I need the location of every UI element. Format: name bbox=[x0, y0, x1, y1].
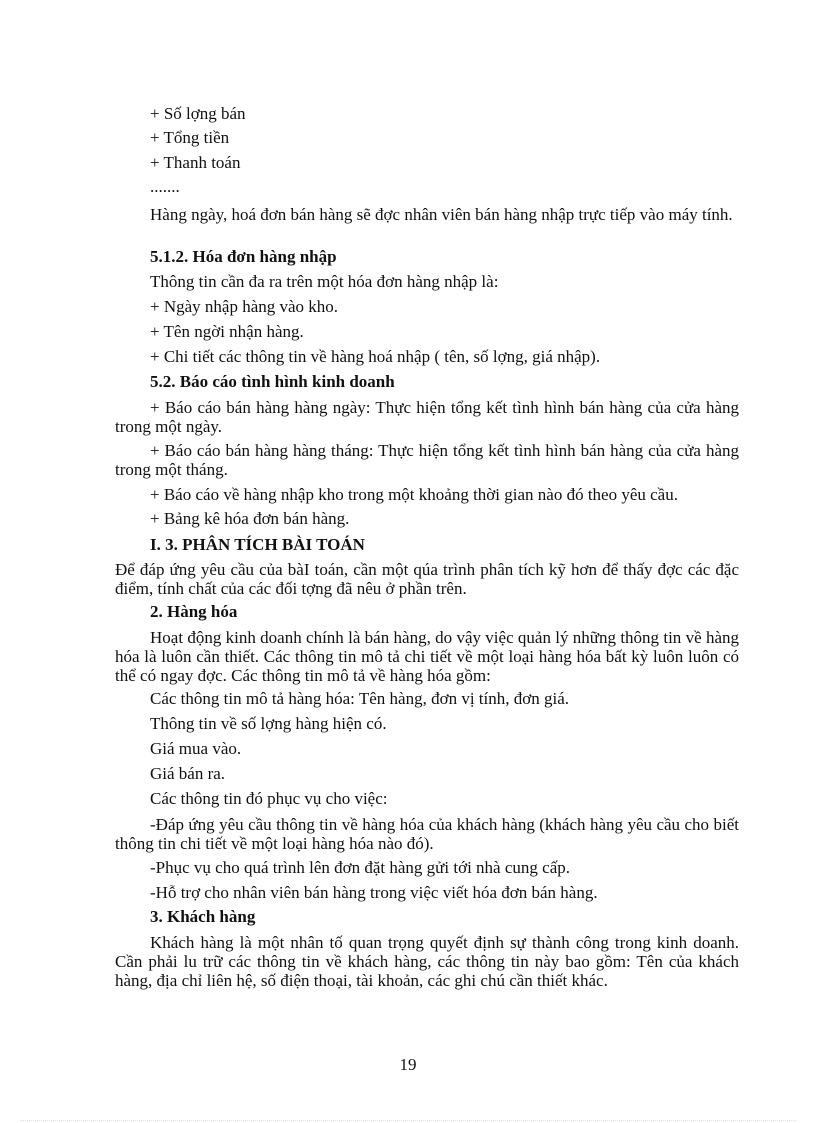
paragraph: Giá bán ra. bbox=[150, 764, 226, 783]
paragraph: Các thông tin mô tả hàng hóa: Tên hàng, đơn vị tính, đơn giá. bbox=[150, 689, 569, 708]
paragraph: Giá mua vào. bbox=[150, 739, 242, 758]
paragraph: -Đáp ứng yêu cầu thông tin về hàng hóa của khách hàng (khách hàng yêu cầu cho biết thông tin chi tiết về một loại hàng hóa nào đó). bbox=[115, 815, 739, 853]
list-item: + Tổng tiền bbox=[150, 128, 230, 147]
list-item: + Chi tiết các thông tin về hàng hoá nhập ( tên, số lợng, giá nhập). bbox=[150, 347, 601, 366]
list-item: + Ngày nhập hàng vào kho. bbox=[150, 297, 339, 316]
section-heading: 5.1.2. Hóa đơn hàng nhập bbox=[150, 247, 337, 266]
paragraph: Hàng ngày, hoá đơn bán hàng sẽ đợc nhân viên bán hàng nhập trực tiếp vào máy tính. bbox=[150, 205, 733, 224]
list-item: + Thanh toán bbox=[150, 153, 241, 172]
section-heading: 2. Hàng hóa bbox=[150, 602, 238, 621]
paragraph: Để đáp ứng yêu cầu của bàI toán, cần một qúa trình phân tích kỹ hơn để thấy đợc các đặc điểm, tính chất của các đối tợng đã nêu ở phần trên. bbox=[115, 560, 739, 598]
list-item: -Hỗ trợ cho nhân viên bán hàng trong việc viết hóa đơn bán hàng. bbox=[150, 883, 598, 902]
list-item: + Số lợng bán bbox=[150, 104, 246, 123]
paragraph: + Báo cáo bán hàng hàng tháng: Thực hiện tổng kết tình hình bán hàng của cửa hàng trong một tháng. bbox=[115, 441, 739, 479]
section-heading: 3. Khách hàng bbox=[150, 907, 256, 926]
ellipsis-line: ....... bbox=[150, 177, 180, 196]
paragraph: Thông tin về số lợng hàng hiện có. bbox=[150, 714, 387, 733]
section-heading: 5.2. Báo cáo tình hình kinh doanh bbox=[150, 372, 395, 391]
paragraph: Các thông tin đó phục vụ cho việc: bbox=[150, 789, 388, 808]
section-heading: I. 3. PHÂN TÍCH BÀI TOÁN bbox=[150, 535, 365, 554]
paragraph: + Báo cáo bán hàng hàng ngày: Thực hiện tổng kết tình hình bán hàng của cửa hàng trong một ngày. bbox=[115, 398, 739, 436]
paragraph: Khách hàng là một nhân tố quan trọng quyết định sự thành công trong kinh doanh. Cần phải lu trữ các thông tin về khách hàng, các thông tin này bao gồm: Tên của khách hàng, địa chỉ liên hệ, số điện thoại, tài khoản, các ghi chú cần thiết khác. bbox=[115, 933, 739, 990]
list-item: + Bảng kê hóa đơn bán hàng. bbox=[150, 509, 350, 528]
paragraph: Hoạt động kinh doanh chính là bán hàng, do vậy việc quản lý những thông tin về hàng hóa là luôn cần thiết. Các thông tin mô tả chi tiết về một loại hàng hóa bất kỳ luôn luôn có thể có ngay đợc. Các thông tin mô tả về hàng hóa gồm: bbox=[115, 628, 739, 685]
list-item: -Phục vụ cho quá trình lên đơn đặt hàng gửi tới nhà cung cấp. bbox=[150, 858, 570, 877]
page-footer-divider bbox=[20, 1120, 796, 1121]
paragraph: Thông tin cần đa ra trên một hóa đơn hàng nhập là: bbox=[150, 272, 499, 291]
page-number: 19 bbox=[399, 1055, 417, 1074]
list-item: + Tên ngời nhận hàng. bbox=[150, 322, 304, 341]
list-item: + Báo cáo về hàng nhập kho trong một khoảng thời gian nào đó theo yêu cầu. bbox=[150, 485, 678, 504]
